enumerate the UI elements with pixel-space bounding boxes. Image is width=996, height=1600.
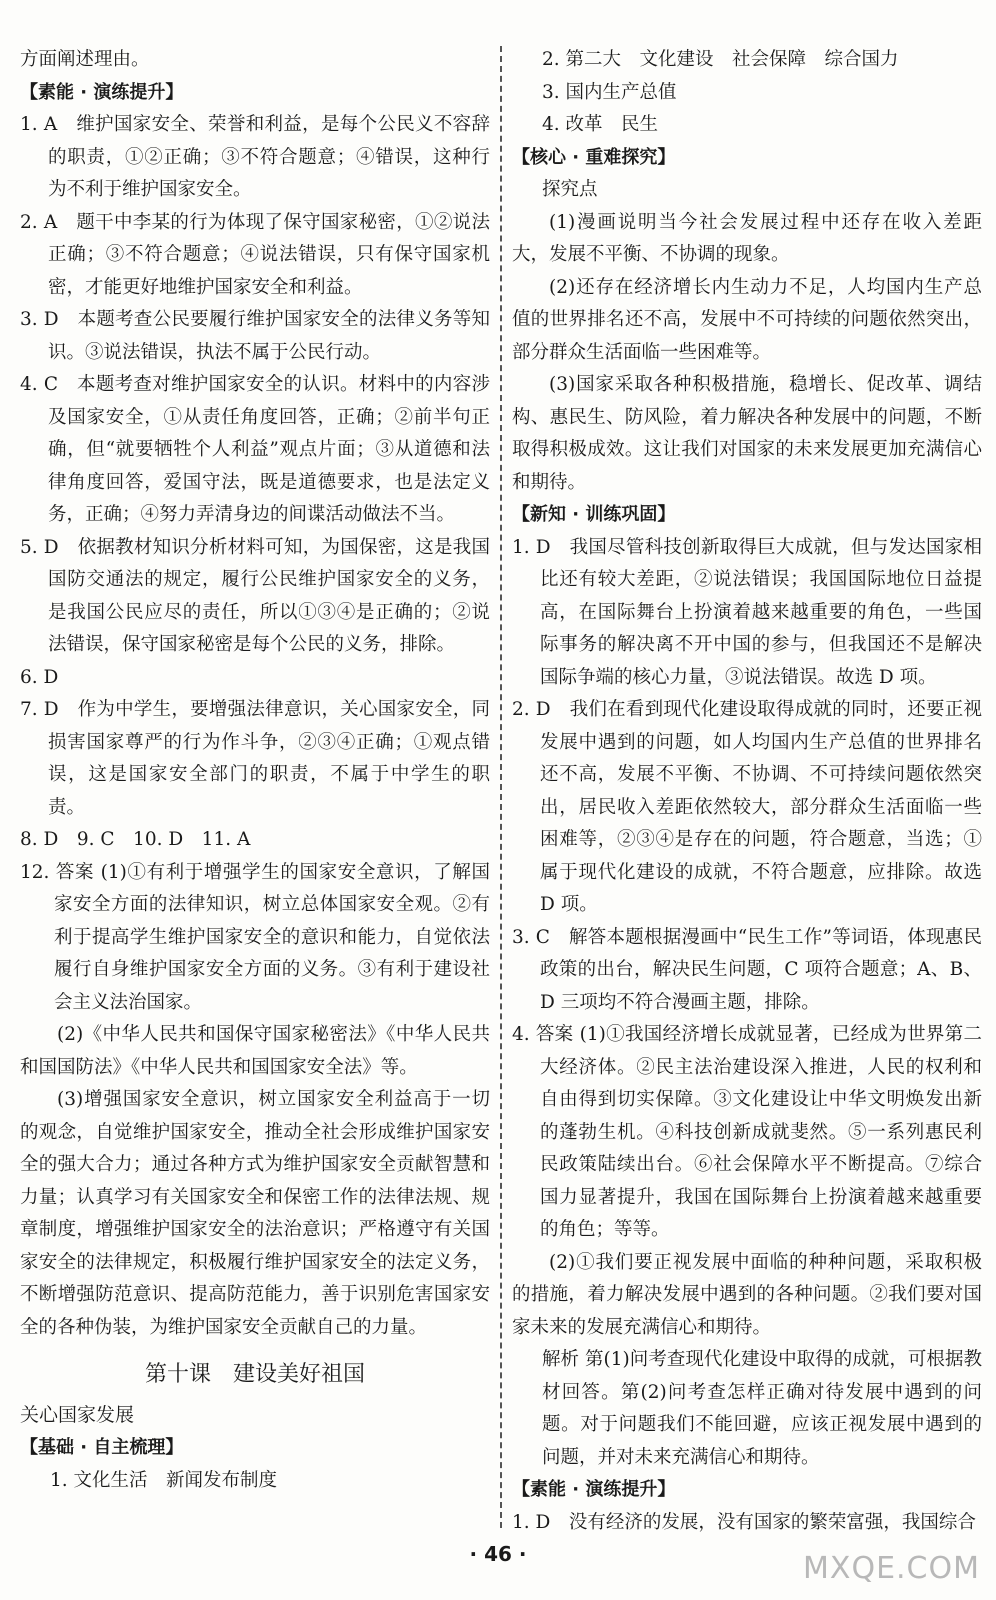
- left-column: [20, 44, 490, 1497]
- answer-item: 1. D 没有经济的发展，没有国家的繁荣富强，我国综合: [512, 1511, 976, 1533]
- section-heading: 【素能 · 演练提升】: [20, 81, 184, 103]
- answer-item: 1. A 维护国家安全、荣誉和利益，是每个公民义不容辞的职责，①②正确；③不符合题意；④错误，这种行为不利于维护国家安全。: [20, 114, 490, 200]
- answer-item: 5. D 依据教材知识分析材料可知，为国保密，这是我国国防交通法的规定，履行公民维护国家安全的义务，是我国公民应尽的责任，所以①③④是正确的；②说法错误，保守国家秘密是每个公民的义务，排除。: [20, 536, 490, 655]
- answer-item: 4. C 本题考查对维护国家安全的认识。材料中的内容涉及国家安全，①从责任角度回答，正确；②前半句正确，但“就要牺牲个人利益”观点片面；③从道德和法律角度回答，爱国守法，既是道德要求，也是法定义务，正确；④努力弄清身边的间谍活动做法不当。: [20, 374, 490, 525]
- answer-item: 7. D 作为中学生，要增强法律意识，关心国家安全，同损害国家尊严的行为作斗争，②③④正确；①观点错误，这是国家安全部门的职责，不属于中学生的职责。: [20, 699, 490, 818]
- answer-item: 8. D 9. C 10. D 11. A: [20, 829, 251, 850]
- answer-item: 12. 答案 (1)①有利于增强学生的国家安全意识，了解国家安全方面的法律知识，树立总体国家安全观。②有利于提高学生维护国家安全的意识和能力，自觉依法履行自身维护国家安全方面的义务。③有利于建设社会主义法治国家。: [20, 861, 490, 1013]
- answer-line: 2. 第二大 文化建设 社会保障 综合国力: [542, 49, 899, 70]
- answer-paragraph: (2)①我们要正视发展中面临的种种问题，采取积极的措施，着力解决发展中遇到的各种问题。②我们要对国家未来的发展充满信心和期待。: [512, 1251, 982, 1338]
- answer-line: 1. 文化生活 新闻发布制度: [50, 1469, 278, 1491]
- answer-paragraph: (3)增强国家安全意识，树立国家安全利益高于一切的观念，自觉维护国家安全，推动全社会形成维护国家安全的强大合力；通过各种方式为维护国家安全贡献智慧和力量；认真学习有关国家安全和保密工作的法律法规、规章制度，增强维护国家安全的法治意识；严格遵守有关国家安全的法律规定，积极履行维护国家安全的法定义务，不断增强防范意识、提高防范能力，善于识别危害国家安全的各种伪装，为维护国家安全贡献自己的力量。: [20, 1089, 490, 1338]
- topic-heading: 关心国家发展: [20, 1404, 135, 1426]
- page-number: · 46 ·: [469, 1542, 527, 1566]
- paragraph: 方面阐述理由。: [20, 49, 150, 70]
- answer-item: 3. D 本题考查公民要履行维护国家安全的法律义务等知识。③说法错误，执法不属于公民行动。: [20, 309, 490, 363]
- answer-paragraph: (2)《中华人民共和国保守国家秘密法》《中华人民共和国国防法》《中华人民共和国国家安全法》等。: [20, 1024, 490, 1078]
- answer-item: 4. 答案 (1)①我国经济增长成就显著，已经成为世界第二大经济体。②民主法治建设深入推进，人民的权利和自由得到切实保障。③文化建设让中华文明焕发出新的蓬勃生机。④科技创新成就斐然。⑤一系列惠民利民政策陆续出台。⑥社会保障水平不断提高。⑦综合国力显著提升，我国在国际舞台上扮演着越来越重要的角色；等等。: [512, 1024, 982, 1240]
- answer-paragraph: (3)国家采取各种积极措施，稳增长、促改革、调结构、惠民生、防风险，着力解决各种发展中的问题，不断取得积极成效。这让我们对国家的未来发展更加充满信心和期待。: [512, 374, 982, 493]
- watermark-logo: MXQE.COM: [803, 1551, 980, 1586]
- column-divider: [500, 46, 502, 1528]
- answer-item: 1. D 我国尽管科技创新取得巨大成就，但与发达国家相比还有较大差距，②说法错误；我国国际地位日益提高，在国际舞台上扮演着越来越重要的角色，一些国际事务的解决离不开中国的参与，但我国还不是解决国际争端的核心力量，③说法错误。故选 D 项。: [512, 536, 982, 688]
- answer-line: 探究点: [542, 179, 598, 200]
- answer-item: 2. D 我们在看到现代化建设取得成就的同时，还要正视发展中遇到的问题，如人均国内生产总值的世界排名还不高，发展不平衡、不协调、不可持续问题依然突出，居民收入差距依然较大，部分群众生活面临一些困难等，②③④是存在的问题，符合题意，当选；①属于现代化建设的成就，不符合题意，应排除。故选 D 项。: [512, 699, 982, 915]
- answer-line: 解析 第(1)问考查现代化建设中取得的成就，可根据教材回答。第(2)问考查怎样正确对待发展中遇到的问题。对于问题我们不能回避，应该正视发展中遇到的问题，并对未来充满信心和期待。: [542, 1349, 982, 1468]
- answer-paragraph: (1)漫画说明当今社会发展过程中还存在收入差距大，发展不平衡、不协调的现象。: [512, 211, 982, 265]
- section-heading: 【核心 · 重难探究】: [512, 146, 676, 168]
- section-heading: 【基础 · 自主梳理】: [20, 1437, 184, 1458]
- answer-item: 2. A 题干中李某的行为体现了保守国家秘密，①②说法正确；③不符合题意；④说法错误，只有保守国家机密，才能更好地维护国家安全和利益。: [20, 211, 490, 298]
- section-heading: 【素能 · 演练提升】: [512, 1479, 676, 1500]
- lesson-title: 第十课 建设美好祖国: [144, 1362, 365, 1387]
- section-heading: 【新知 · 训练巩固】: [512, 504, 676, 525]
- right-column: [512, 44, 982, 1539]
- answer-item: 6. D: [20, 666, 59, 688]
- answer-paragraph: (2)还存在经济增长内生动力不足，人均国内生产总值的世界排名还不高，发展中不可持续的问题依然突出，部分群众生活面临一些困难等。: [512, 276, 982, 363]
- answer-line: 4. 改革 民生: [542, 114, 659, 135]
- answer-item: 3. C 解答本题根据漫画中“民生工作”等词语，体现惠民政策的出台，解决民生问题，C 项符合题意；A、B、D 三项均不符合漫画主题，排除。: [512, 926, 982, 1013]
- answer-line: 3. 国内生产总值: [542, 81, 677, 103]
